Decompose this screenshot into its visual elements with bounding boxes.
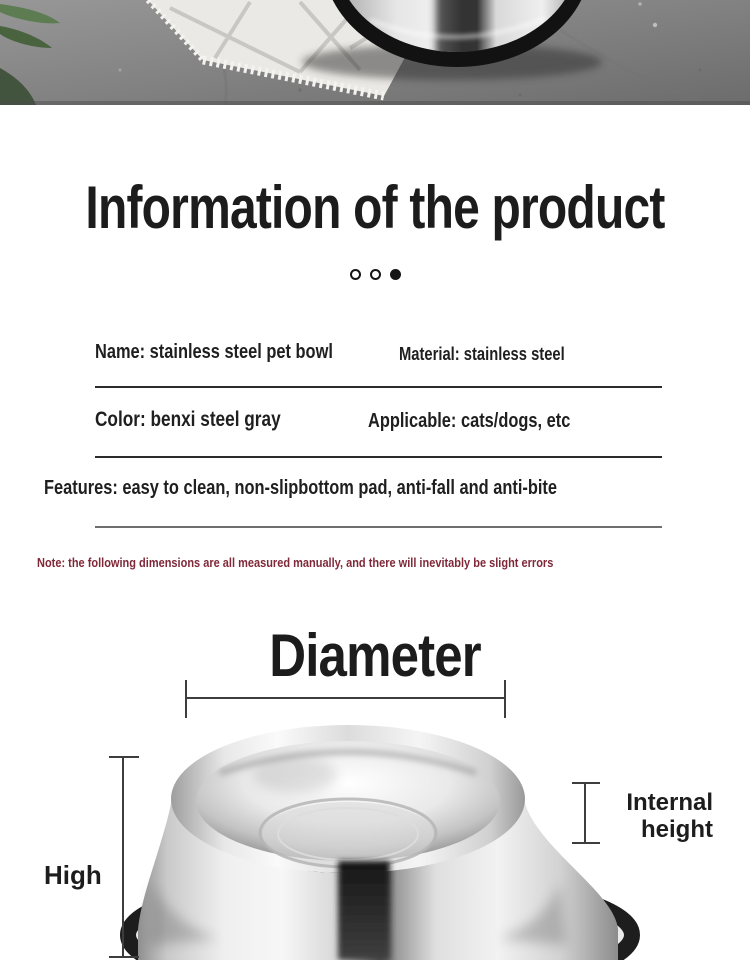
bowl-reflection-stripe bbox=[338, 861, 390, 960]
diameter-measure-line bbox=[186, 697, 505, 699]
spec-applicable: Applicable: cats/dogs, etc bbox=[368, 410, 571, 432]
height-measure-line bbox=[122, 757, 124, 957]
product-photo bbox=[0, 0, 750, 105]
spec-color: Color: benxi steel gray bbox=[95, 408, 281, 431]
spec-material: Material: stainless steel bbox=[399, 344, 565, 364]
spec-features: Features: easy to clean, non-slipbottom pad, anti-fall and anti-bite bbox=[44, 477, 558, 499]
internal-height-label: Internal height bbox=[626, 789, 713, 843]
carousel-dot-2[interactable] bbox=[370, 269, 381, 280]
divider-line bbox=[95, 526, 662, 528]
page-title: Information of the product bbox=[85, 174, 665, 241]
internal-height-measure-line bbox=[584, 783, 586, 843]
carousel-dot-3[interactable] bbox=[390, 269, 401, 280]
divider-line bbox=[95, 456, 662, 458]
spec-name: Name: stainless steel pet bowl bbox=[95, 341, 333, 363]
high-label: High bbox=[44, 860, 102, 890]
diameter-heading: Diameter bbox=[269, 622, 481, 689]
carousel-dots bbox=[0, 269, 750, 280]
divider-line bbox=[95, 386, 662, 388]
measurement-note: Note: the following dimensions are all measured manually, and there will inevitably be slight errors bbox=[37, 556, 554, 570]
photo-bottom-edge bbox=[0, 101, 750, 105]
carousel-dot-1[interactable] bbox=[350, 269, 361, 280]
